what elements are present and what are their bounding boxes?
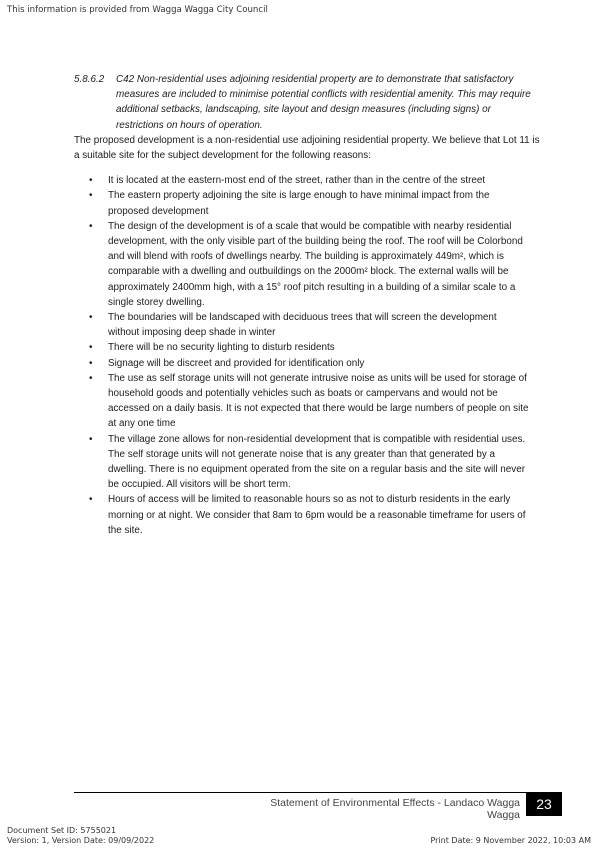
footer-divider — [74, 792, 562, 793]
document-set-id: Document Set ID: 5755021 — [7, 826, 117, 835]
intro-paragraph: The proposed development is a non-residential use adjoining residential property. We believe that Lot 11 is a suitable site for the subject development for the following reasons: — [74, 134, 540, 162]
page-body — [74, 72, 544, 538]
list-item — [74, 356, 544, 371]
list-item — [74, 219, 544, 310]
bullet-icon: • — [89, 190, 93, 202]
list-item — [74, 492, 544, 538]
list-item-text: Signage will be discreet and provided for identification only — [108, 357, 365, 369]
version-info: Version: 1, Version Date: 09/09/2022 — [7, 836, 155, 845]
bullet-icon: • — [89, 312, 93, 324]
council-notice: This information is provided from Wagga Wagga City Council — [7, 5, 268, 15]
footer-title: Statement of Environmental Effects - Landaco Wagga Wagga — [270, 797, 520, 821]
list-item-text: The boundaries will be landscaped with deciduous trees that will screen the development without imposing deep shade in winter — [108, 312, 497, 339]
bullet-icon: • — [89, 433, 93, 445]
list-item-text: The village zone allows for non-residential development that is compatible with residential uses. The self storage units will not generate noise that is any greater than that generated by a dwelling. There is no equipment operated from the site on a regular basis and the site will never be occupied. All visitors will be short term. — [108, 433, 526, 491]
list-item — [74, 340, 544, 355]
bullet-icon: • — [89, 494, 93, 506]
list-item — [74, 371, 544, 432]
page-number: 23 — [526, 792, 562, 816]
list-item-text: Hours of access will be limited to reasonable hours so as not to disturb residents in the early morning or at night. We consider that 8am to 6pm would be a reasonable timeframe for users of the site. — [108, 494, 526, 536]
bullet-icon: • — [89, 357, 93, 369]
list-item — [74, 310, 544, 340]
clause-number: 5.8.6.2 — [74, 74, 105, 85]
list-item-text: The use as self storage units will not generate intrusive noise as units will be used for storage of household goods and potentially vehicles such as boats or campervans and would not be accessed on a daily basis. It is not expected that there would be large numbers of people on site at any one time — [108, 372, 529, 430]
reasons-list — [74, 173, 544, 538]
list-item — [74, 173, 544, 188]
list-item-text: It is located at the eastern-most end of the street, rather than in the centre of the street — [108, 175, 486, 187]
bullet-icon: • — [89, 372, 93, 384]
list-item — [74, 432, 544, 493]
bullet-icon: • — [89, 220, 93, 232]
list-item — [74, 188, 544, 218]
bullet-icon: • — [89, 175, 93, 187]
clause-text: C42 Non-residential uses adjoining residential property are to demonstrate that satisfactory measures are included to minimise potential conflicts with residential amenity. This may require additional setbacks, landscaping, site layout and design measures (including signs) or restrictions on hours of operation. — [116, 74, 531, 131]
list-item-text: The eastern property adjoining the site is large enough to have minimal impact from the proposed development — [108, 190, 490, 217]
clause-block — [74, 72, 544, 133]
list-item-text: There will be no security lighting to disturb residents — [108, 342, 335, 354]
print-date: Print Date: 9 November 2022, 10:03 AM — [430, 836, 591, 845]
bullet-icon: • — [89, 342, 93, 354]
list-item-text: The design of the development is of a scale that would be compatible with nearby residential development, with the only visible part of the building being the roof. The roof will be Colorbond and will blend with roofs of dwellings nearby. The building is approximately 449m², which is comparable with a dwelling and outbuildings on the 2000m² block. The external walls will be approximately 2400mm high, with a 15° roof pitch resulting in a building of a similar scale to a single storey dwelling. — [108, 220, 523, 308]
